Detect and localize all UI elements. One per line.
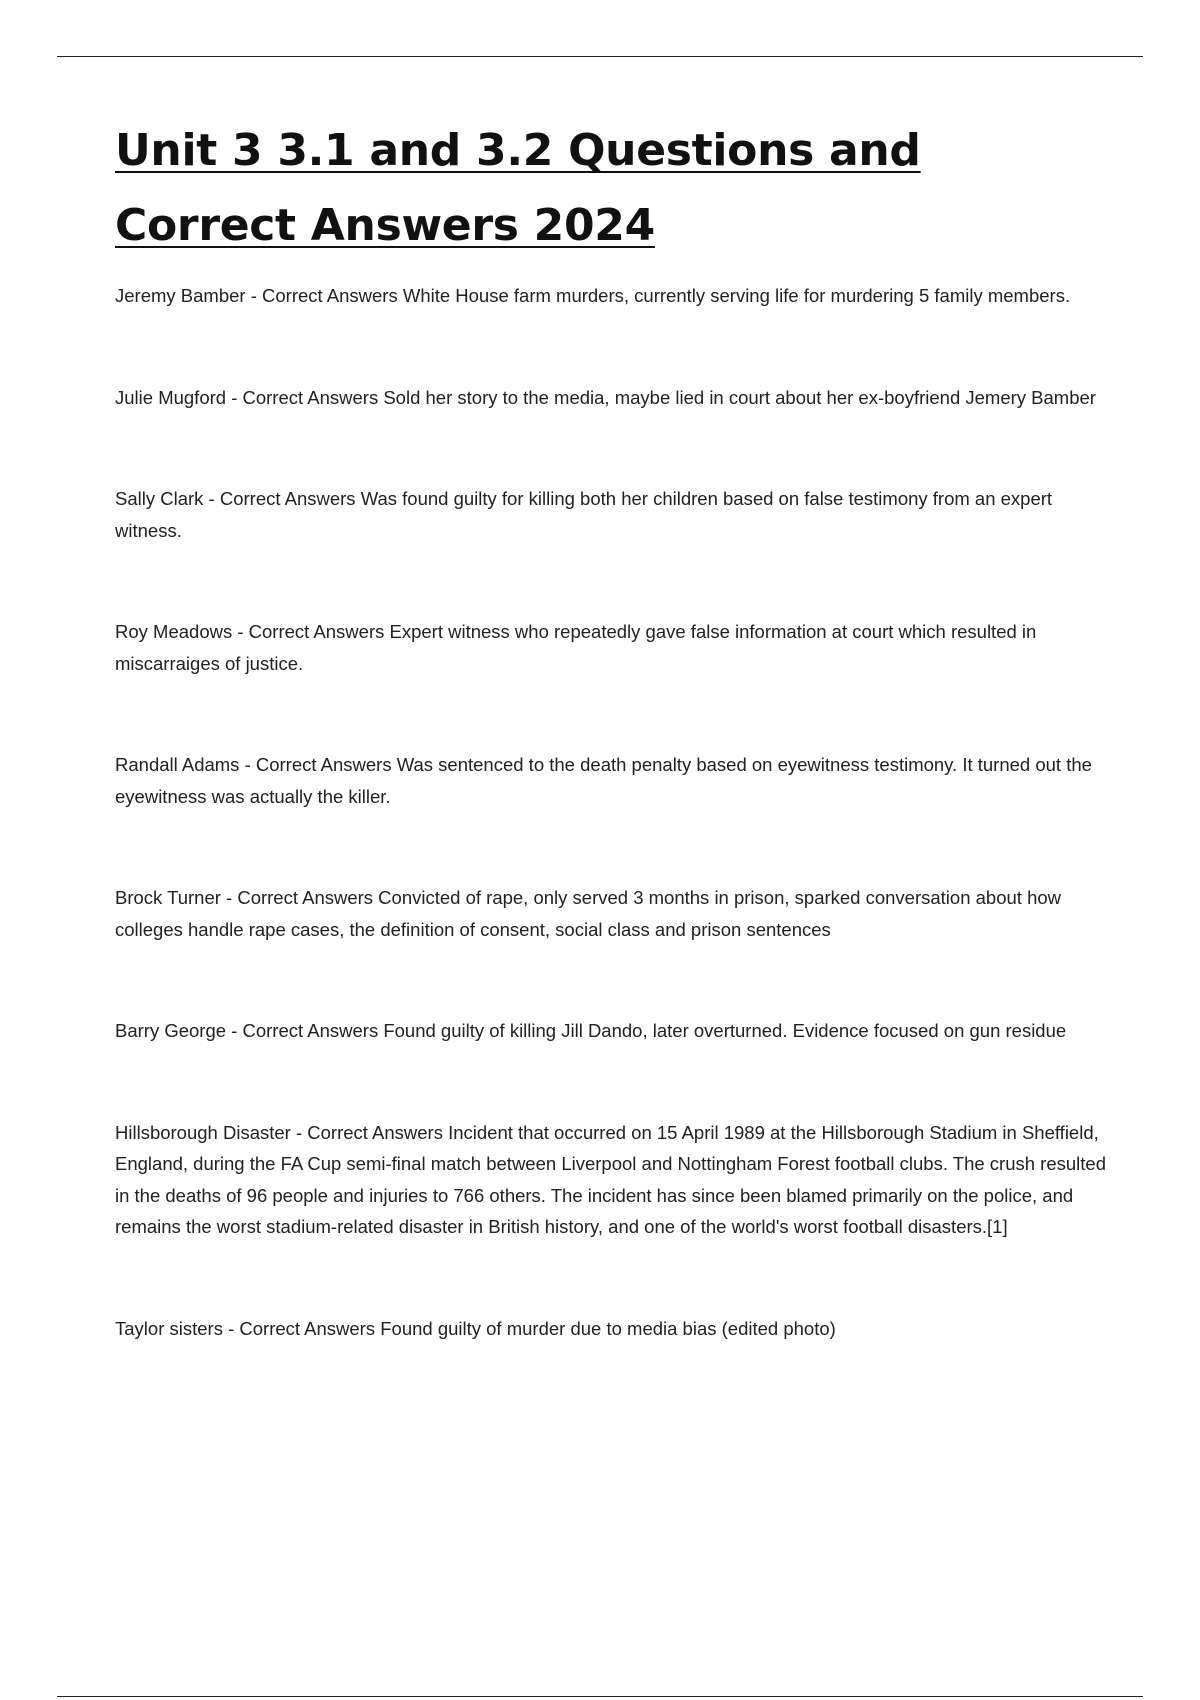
qa-entry-brock-turner: Brock Turner - Correct Answers Convicted of rape, only served 3 months in prison, sparked conversation about how colleges handle rape cases, the definition of consent, social class and prison sentences <box>115 887 1062 940</box>
page-title: Unit 3 3.1 and 3.2 Questions and Correct Answers 2024 <box>115 125 921 251</box>
header-rule <box>57 56 1143 57</box>
footer-rule <box>57 1696 1143 1697</box>
qa-entry-barry-george: Barry George - Correct Answers Found guilty of killing Jill Dando, later overturned. Evidence focused on gun residue <box>115 1020 1067 1041</box>
qa-entry-julie-mugford: Julie Mugford - Correct Answers Sold her story to the media, maybe lied in court about her ex-boyfriend Jemery Bamber <box>115 386 1096 408</box>
qa-entry-hillsborough-disaster: Hillsborough Disaster - Correct Answers Incident that occurred on 15 April 1989 at the Hillsborough Stadium in Sheffield, England, during the FA Cup semi-final match between Liverpool and Nottingham Forest football clubs. The crush resulted in the deaths of 96 people and injuries to 766 others. The incident has since been blamed primarily on the police, and remains the worst stadium-related disaster in British history, and one of the world's worst football disasters.[1] <box>115 1121 1106 1237</box>
qa-list <box>115 280 1115 1414</box>
qa-entry-randall-adams: Randall Adams - Correct Answers Was sentenced to the death penalty based on eyewitness testimony. It turned out the eyewitness was actually the killer. <box>115 754 1092 807</box>
qa-entry-jeremy-bamber: Jeremy Bamber - Correct Answers White House farm murders, currently serving life for murdering 5 family members. <box>115 285 1071 306</box>
qa-entry-taylor-sisters: Taylor sisters - Correct Answers Found guilty of murder due to media bias (edited photo) <box>115 1317 836 1339</box>
qa-entry-roy-meadows: Roy Meadows - Correct Answers Expert witness who repeatedly gave false information at court which resulted in miscarraiges of justice. <box>115 621 1037 674</box>
qa-entry-sally-clark: Sally Clark - Correct Answers Was found guilty for killing both her children based on false testimony from an expert witness. <box>115 488 1053 541</box>
